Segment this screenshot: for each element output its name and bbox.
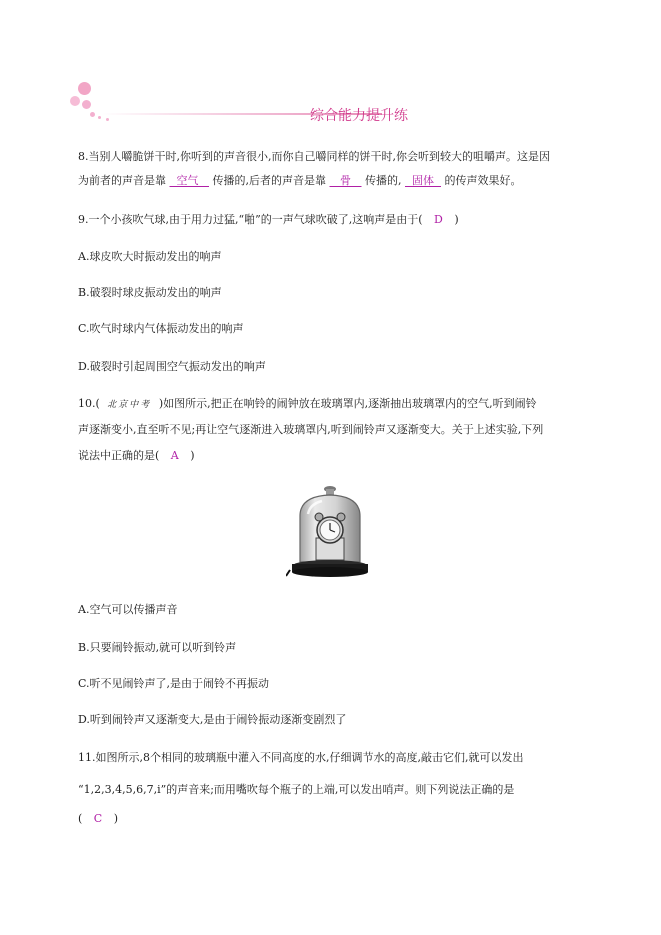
section-header [70, 78, 590, 128]
q9-answer: D [434, 213, 443, 226]
q8-answer-1: 空气 [176, 174, 199, 187]
q11-line2: “1,2,3,4,5,6,7,i”的声音来;而用嘴吹每个瓶子的上端,可以发出哨声。则下列说法正确的是 [78, 783, 515, 796]
q10-line1: 10.( 北京中考 )如图所示,把正在响铃的闹钟放在玻璃罩内,逐渐抽出玻璃罩内的空气,听到闹铃 [78, 397, 537, 410]
q10-option-c: C.听不见闹铃声了,是由于闹铃不再振动 [78, 677, 270, 690]
q8-answer-3: 固体 [412, 174, 434, 187]
q10-option-d: D.听到闹铃声又逐渐变大,是由于闹铃振动逐渐变剧烈了 [78, 713, 347, 726]
q8-text-c: 传播的, [365, 174, 402, 187]
q10-source: 北京中考 [107, 400, 152, 410]
q10-option-a: A.空气可以传播声音 [78, 603, 178, 616]
q9-stem: 9.一个小孩吹气球,由于用力过猛,“啪”的一声气球吹破了,这响声是由于( D ) [78, 213, 459, 226]
q10-answer: A [170, 449, 179, 462]
q8-text-a: 为前者的声音是靠 [78, 174, 166, 187]
q11-answer: C [93, 812, 103, 825]
q8-text-d: 的传声效果好。 [444, 174, 522, 187]
q10-line3: 说法中正确的是( A ) [78, 449, 195, 462]
bell-jar-figure [286, 484, 374, 579]
q8-answer-2: 骨 [340, 174, 351, 187]
q9-option-a: A.球皮吹大时振动发出的响声 [78, 250, 222, 263]
q8-text-b: 传播的,后者的声音是靠 [212, 174, 326, 187]
q9-option-c: C.吹气时球内气体振动发出的响声 [78, 322, 244, 335]
q9-option-d: D.破裂时引起周围空气振动发出的响声 [78, 360, 266, 373]
q8-line1: 8.当别人嚼脆饼干时,你听到的声音很小,而你自己嚼同样的饼干时,你会听到较大的咀嚼声。这是因 [78, 150, 550, 163]
q10-option-b: B.只要闹铃振动,就可以听到铃声 [78, 641, 237, 654]
q9-option-b: B.破裂时球皮振动发出的响声 [78, 286, 222, 299]
section-title: 综合能力提升练 [310, 108, 408, 124]
q11-line3: ( C ) [78, 812, 119, 825]
q8-line2 [78, 174, 522, 188]
q11-line1: 11.如图所示,8个相同的玻璃瓶中灌入不同高度的水,仔细调节水的高度,敲击它们,就可以发出 [78, 751, 524, 764]
q10-line2: 声逐渐变小,直至听不见;再让空气逐渐进入玻璃罩内,听到闹铃声又逐渐变大。关于上述实验,下列 [78, 423, 544, 436]
